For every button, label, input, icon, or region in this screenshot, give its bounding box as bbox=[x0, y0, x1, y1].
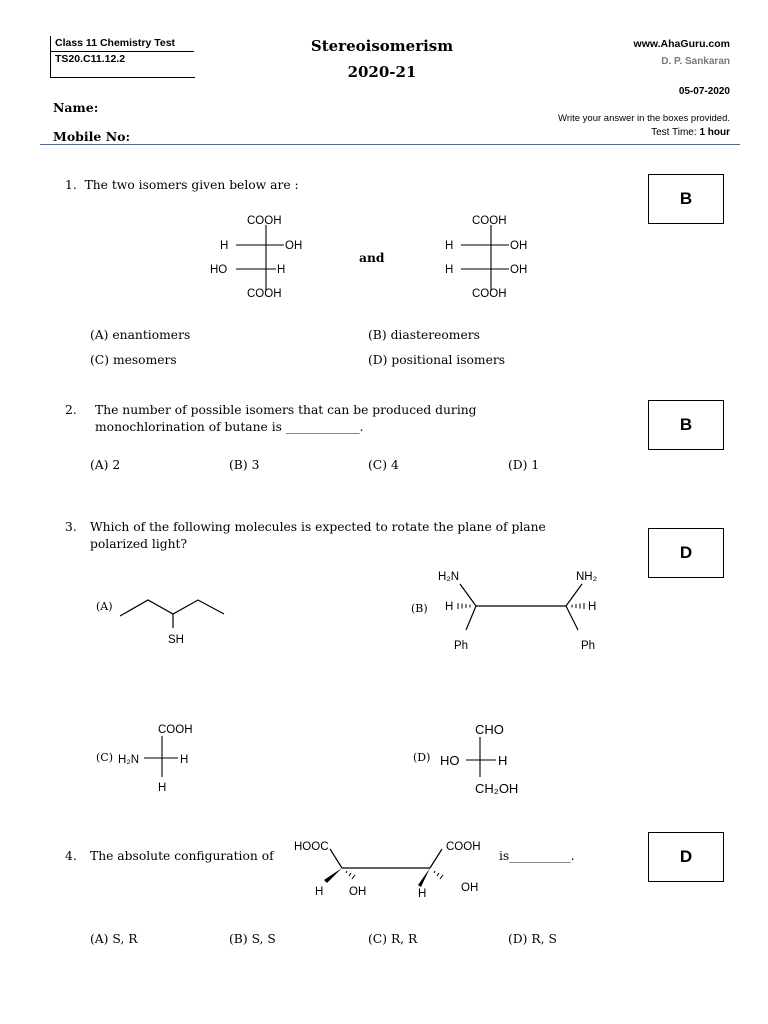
fischer-r1-left: H bbox=[445, 240, 454, 252]
question-number: 4. bbox=[65, 849, 77, 863]
question-4 bbox=[65, 848, 77, 865]
sh-group: SH bbox=[168, 634, 184, 646]
option-text: mesomers bbox=[112, 353, 177, 367]
ph-right: Ph bbox=[581, 640, 596, 652]
answer-box-3[interactable]: D bbox=[648, 528, 724, 578]
question-line-1: The number of possible isomers that can be produced during bbox=[95, 403, 477, 417]
option-text: positional isomers bbox=[391, 353, 506, 367]
option-label: (A) bbox=[90, 932, 109, 946]
question-number: 3. bbox=[65, 520, 77, 534]
question-line-1: Which of the following molecules is expected to rotate the plane of plane bbox=[90, 520, 546, 534]
q1-option-b[interactable] bbox=[368, 328, 480, 342]
fischer-right: H bbox=[498, 753, 508, 768]
hooc-group: HOOC bbox=[294, 841, 329, 853]
fischer-r1-left: H bbox=[220, 240, 229, 252]
option-text: diastereomers bbox=[390, 328, 480, 342]
option-label: (A) bbox=[90, 458, 109, 472]
option-text: 3 bbox=[251, 458, 260, 472]
option-label: (C) bbox=[368, 932, 388, 946]
answer-box-1[interactable]: B bbox=[648, 174, 724, 224]
fischer-top: COOH bbox=[472, 215, 507, 227]
question-3 bbox=[65, 519, 77, 536]
fischer-top: CHO bbox=[475, 722, 504, 737]
question-4-text-after: is__________. bbox=[499, 849, 575, 863]
q4-option-a[interactable] bbox=[90, 932, 137, 946]
q1-option-d[interactable] bbox=[368, 353, 505, 367]
instruction-text: Write your answer in the boxes provided. bbox=[558, 113, 730, 124]
academic-year: 2020-21 bbox=[347, 63, 417, 81]
q3-option-a-structure bbox=[118, 592, 238, 652]
ph-left: Ph bbox=[454, 640, 469, 652]
q3-option-b-structure bbox=[436, 566, 606, 656]
question-2 bbox=[65, 402, 77, 419]
q1-option-c[interactable] bbox=[90, 353, 177, 367]
test-time bbox=[651, 127, 730, 138]
question-line-2: monochlorination of butane is ____________. bbox=[95, 420, 364, 434]
fischer-top: COOH bbox=[247, 215, 282, 227]
q4-option-d[interactable] bbox=[508, 932, 557, 946]
q2-option-a[interactable] bbox=[90, 458, 120, 472]
fischer-r2-left: H bbox=[445, 264, 454, 276]
oh-group-2: OH bbox=[461, 882, 479, 894]
mobile-label: Mobile No: bbox=[53, 129, 131, 144]
option-text: R, S bbox=[531, 932, 557, 946]
question-number: 1. bbox=[65, 178, 77, 192]
answer-box-2[interactable]: B bbox=[648, 400, 724, 450]
fischer-left: H₂N bbox=[118, 754, 140, 766]
fischer-top: COOH bbox=[158, 724, 193, 736]
option-label: (C) bbox=[368, 458, 388, 472]
header-divider bbox=[40, 144, 740, 145]
cooh-group: COOH bbox=[446, 841, 481, 853]
option-text: S, R bbox=[112, 932, 138, 946]
fischer-r2-right: OH bbox=[510, 264, 528, 276]
website-link[interactable]: www.AhaGuru.com bbox=[633, 38, 730, 50]
fischer-projection-1-right bbox=[425, 208, 528, 308]
option-label: (B) bbox=[229, 932, 248, 946]
q3-option-d-label[interactable]: (D) bbox=[413, 751, 431, 764]
q2-option-b[interactable] bbox=[229, 458, 259, 472]
option-text: R, R bbox=[390, 932, 418, 946]
q2-option-c[interactable] bbox=[368, 458, 399, 472]
q3-option-b-label[interactable]: (B) bbox=[411, 602, 428, 615]
fischer-r2-right: H bbox=[277, 264, 286, 276]
fischer-left: HO bbox=[440, 753, 460, 768]
h-left: H bbox=[445, 601, 454, 613]
page-title: Stereoisomerism bbox=[310, 37, 454, 55]
question-2-text bbox=[95, 402, 477, 436]
q4-option-b[interactable] bbox=[229, 932, 276, 946]
option-label: (B) bbox=[368, 328, 387, 342]
answer-box-4[interactable]: D bbox=[648, 832, 724, 882]
question-3-text bbox=[90, 519, 546, 553]
author-name: D. P. Sankaran bbox=[661, 56, 730, 67]
fischer-bottom: COOH bbox=[247, 288, 282, 300]
fischer-r1-right: OH bbox=[510, 240, 528, 252]
question-4-text-before: The absolute configuration of bbox=[90, 849, 274, 863]
fischer-r1-right: OH bbox=[285, 240, 303, 252]
nh2-right: NH₂ bbox=[576, 571, 598, 583]
option-label: (B) bbox=[229, 458, 248, 472]
option-text: 1 bbox=[531, 458, 540, 472]
option-label: (D) bbox=[508, 458, 528, 472]
test-time-value: 1 hour bbox=[699, 127, 730, 138]
nh2-left: H₂N bbox=[438, 571, 460, 583]
question-text: The two isomers given below are : bbox=[84, 178, 299, 192]
course-title: Class 11 Chemistry Test bbox=[55, 37, 176, 49]
question-number: 2. bbox=[65, 403, 77, 417]
q2-option-d[interactable] bbox=[508, 458, 539, 472]
q1-option-a[interactable] bbox=[90, 328, 190, 342]
option-label: (A) bbox=[90, 328, 109, 342]
test-time-label: Test Time: bbox=[651, 127, 697, 138]
test-date: 05-07-2020 bbox=[678, 86, 730, 97]
q4-option-c[interactable] bbox=[368, 932, 417, 946]
option-text: S, S bbox=[251, 932, 276, 946]
fischer-bottom: COOH bbox=[472, 288, 507, 300]
option-label: (D) bbox=[368, 353, 388, 367]
question-line-2: polarized light? bbox=[90, 537, 188, 551]
q3-option-d-structure bbox=[440, 720, 540, 800]
oh-group-1: OH bbox=[349, 886, 367, 898]
name-label: Name: bbox=[53, 100, 99, 115]
option-text: 4 bbox=[390, 458, 399, 472]
test-code: TS20.C11.12.2 bbox=[55, 53, 126, 65]
question-1 bbox=[65, 177, 299, 194]
option-text: enantiomers bbox=[112, 328, 191, 342]
q4-structure bbox=[290, 834, 500, 904]
fischer-bottom: H bbox=[158, 782, 167, 794]
h-right: H bbox=[588, 601, 597, 613]
and-connector: and bbox=[359, 250, 385, 265]
q3-option-c-structure bbox=[118, 720, 218, 800]
fischer-bottom: CH₂OH bbox=[475, 781, 519, 796]
fischer-projection-1-left bbox=[200, 208, 303, 308]
fischer-r2-left: HO bbox=[210, 264, 228, 276]
h-group-2: H bbox=[418, 888, 427, 900]
q3-option-a-label[interactable]: (A) bbox=[96, 600, 113, 613]
option-label: (C) bbox=[90, 353, 110, 367]
fischer-right: H bbox=[180, 754, 189, 766]
option-text: 2 bbox=[112, 458, 121, 472]
header-code-divider bbox=[50, 51, 194, 52]
h-group-1: H bbox=[315, 886, 324, 898]
option-label: (D) bbox=[508, 932, 528, 946]
q3-option-c-label[interactable]: (C) bbox=[96, 751, 113, 764]
